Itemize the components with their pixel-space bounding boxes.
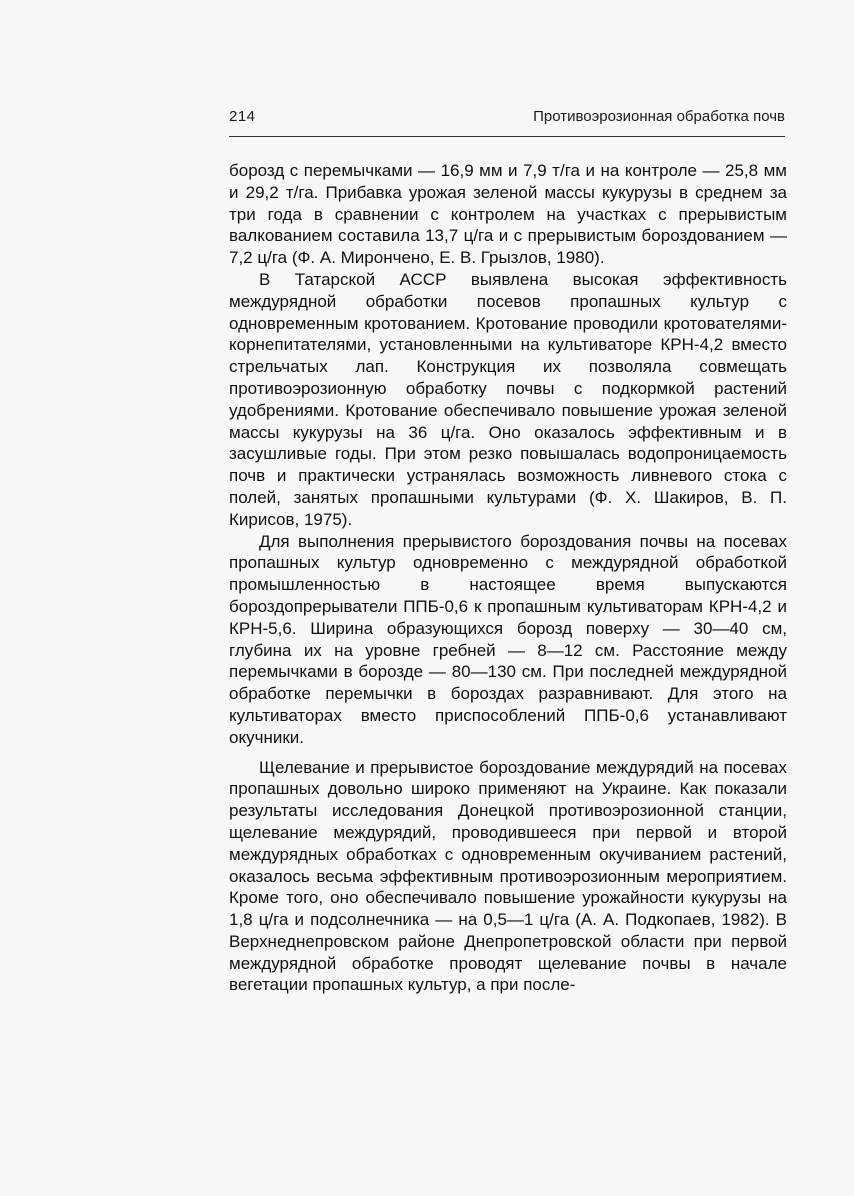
page-header: [229, 104, 785, 132]
paragraph-tatar-assr: В Татарской АССР выявлена высокая эффективность междурядной обработки посевов пропашных культур с одновременным кротованием. Кротование проводили кротователями-корнепитателями, установленными на культиваторе КРН-4,2 вместо стрельчатых лап. Конструкция их позволяла совмещать противоэрозионную обработку почвы с подкормкой растений удобрениями. Кротование обеспечивало повышение урожая зеленой массы кукурузы на 36 ц/га. Оно оказалось эффективным и в засушливые годы. При этом резко повышалась водопроницаемость почв и практически устранялась возможность ливневого стока с полей, занятых пропашными культурами (Ф. Х. Шакиров, В. П. Кирисов, 1975).: [229, 269, 787, 529]
paragraph-ukraine-slitting: Щелевание и прерывистое бороздование междурядий на посевах пропашных довольно широко применяют на Украине. Как показали результаты исследования Донецкой противоэрозионной станции, щелевание междурядий, проводившееся при первой и второй междурядных обработках с одновременным окучиванием растений, оказалось весьма эффективным противоэрозионным мероприятием. Кроме того, оно обеспечивало повышение урожайности кукурузы на 1,8 ц/га и подсолнечника — на 0,5—1 ц/га (А. А. Подкопаев, 1982). В Верхнеднепровском районе Днепропетровской области при первой междурядной обработке проводят щелевание почвы в начале вегетации пропашных культур, а при после-: [229, 757, 787, 995]
page-number: 214: [229, 108, 256, 125]
body-text: [229, 160, 787, 996]
paragraph-continuation: борозд с перемычками — 16,9 мм и 7,9 т/га и на контроле — 25,8 мм и 29,2 т/га. Прибавка урожая зеленой массы кукурузы в среднем за три года в сравнении с контролем на участках с прерывистым валкованием составила 13,7 ц/га и с прерывистым бороздованием — 7,2 ц/га (Ф. А. Мирончено, Е. В. Грызлов, 1980).: [229, 161, 787, 268]
running-title: Противоэрозионная обработка почв: [533, 108, 785, 125]
paragraph-furrowing-devices: Для выполнения прерывистого бороздования почвы на посевах пропашных культур одновременно с междурядной обработкой промышленностью в настоящее время выпускаются бороздопрерыватели ППБ-0,6 к пропашным культиваторам КРН-4,2 и КРН-5,6. Ширина образующихся борозд поверху — 30—40 см, глубина их на уровне гребней — 8—12 см. Расстояние между перемычками в борозде — 80—130 см. При последней междурядной обработке перемычки в бороздах разравнивают. Для этого на культиваторах вместо приспособлений ППБ-0,6 устанавливают окучники.: [229, 531, 787, 747]
header-rule: [229, 136, 785, 137]
